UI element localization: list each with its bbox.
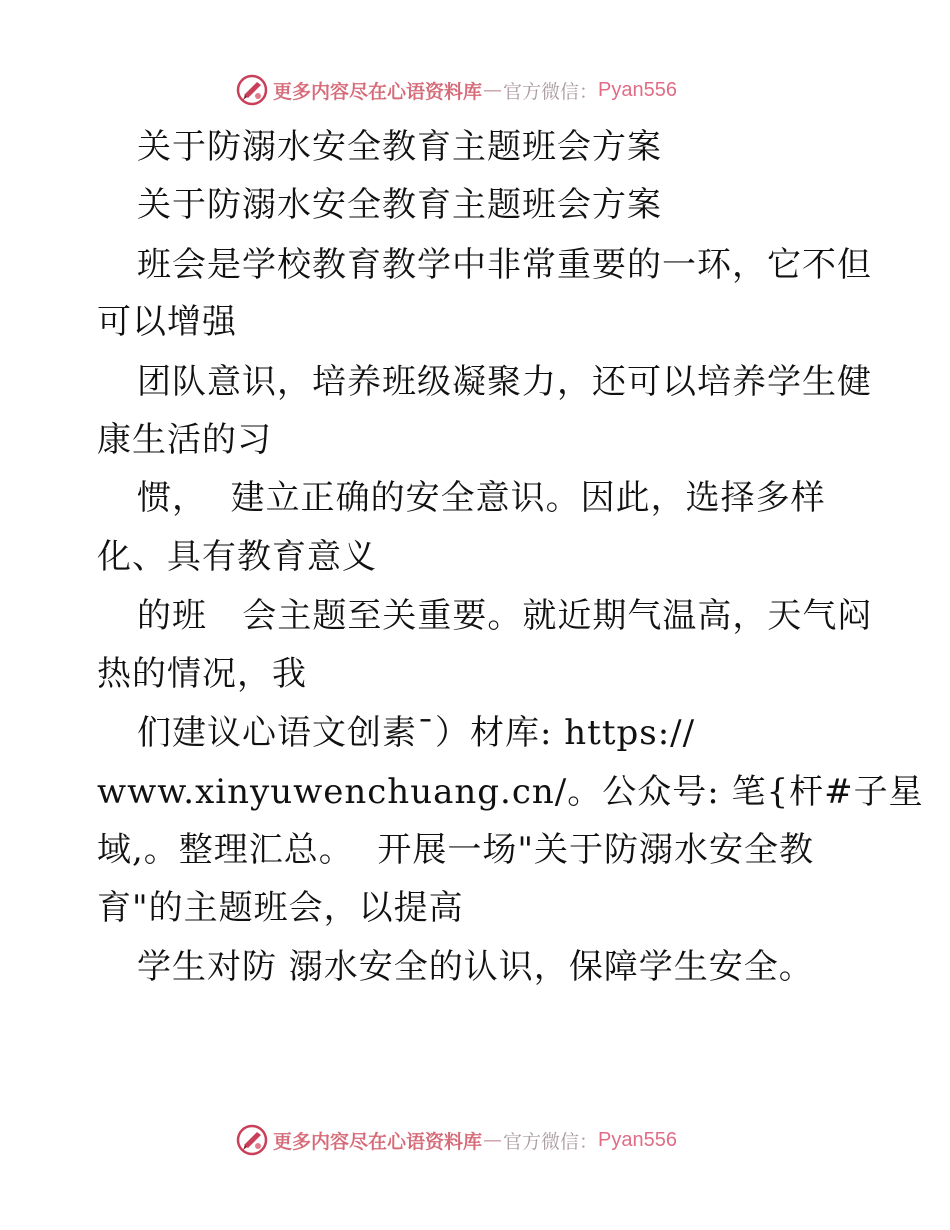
footer-watermark xyxy=(235,1123,677,1157)
paragraph-line: 的班 会主题至关重要。就近期气温高，天气闷 xyxy=(137,596,873,636)
watermark-official-label: 官方微信： xyxy=(503,80,599,103)
paragraph-line: 域,。整理汇总。 开展一场"关于防溺水安全教 xyxy=(97,830,815,870)
watermark-main-text: 更多内容尽在心语资料库 xyxy=(273,1130,483,1153)
watermark-wechat-id: Pyan556 xyxy=(598,78,677,101)
paragraph-line: 可以增强 xyxy=(97,302,237,342)
paragraph-line: 热的情况，我 xyxy=(97,654,307,694)
paragraph-line: 们建议心语文创素¯）材库: https:// xyxy=(137,713,696,753)
paragraph-line: 团队意识，培养班级凝聚力，还可以培养学生健 xyxy=(137,362,872,402)
paragraph-line: www.xinyuwenchuang.cn/。公众号: 笔{杆#子星 xyxy=(97,772,924,812)
paragraph-line: 班会是学校教育教学中非常重要的一环，它不但 xyxy=(137,245,872,285)
paragraph-line: 康生活的习 xyxy=(97,420,272,460)
watermark-dash: — xyxy=(483,79,503,101)
watermark-official-label: 官方微信： xyxy=(503,1130,599,1153)
paragraph-line: 学生对防 溺水安全的认识，保障学生安全。 xyxy=(137,947,814,987)
paragraph-line: 化、具有教育意义 xyxy=(97,537,377,577)
watermark-wechat-id: Pyan556 xyxy=(598,1128,677,1151)
header-watermark xyxy=(235,73,677,107)
document-subtitle: 关于防溺水安全教育主题班会方案 xyxy=(137,185,662,225)
paragraph-line: 育"的主题班会，以提高 xyxy=(97,888,464,928)
watermark-dash: — xyxy=(483,1129,503,1151)
document-title: 关于防溺水安全教育主题班会方案 xyxy=(137,127,662,167)
paragraph-line: 惯， 建立正确的安全意识。因此，选择多样 xyxy=(137,478,826,518)
watermark-logo-icon xyxy=(235,73,269,107)
watermark-logo-icon xyxy=(235,1123,269,1157)
watermark-main-text: 更多内容尽在心语资料库 xyxy=(273,80,483,103)
